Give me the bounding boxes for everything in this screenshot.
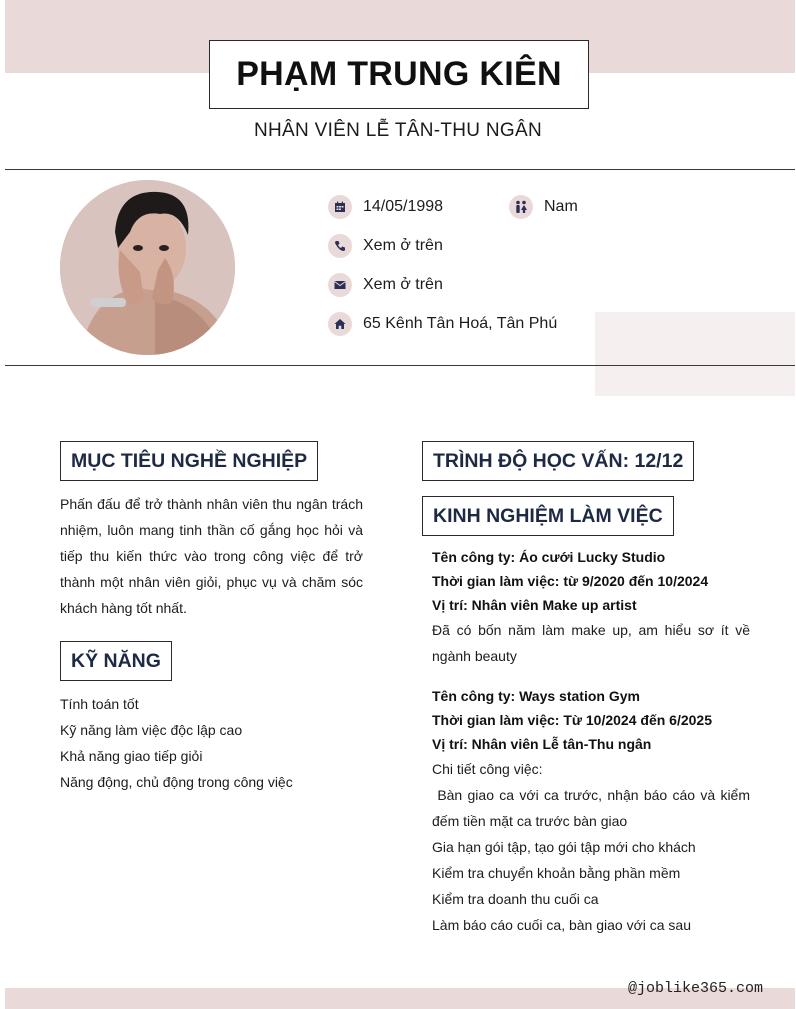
job-position: Vị trí: Nhân viên Make up artist <box>432 597 637 613</box>
job-period: Thời gian làm việc: Từ 10/2024 đến 6/2025 <box>432 712 712 728</box>
job-entry <box>432 684 754 938</box>
job-detail: Gia hạn gói tập, tạo gói tập mới cho khách <box>432 839 696 855</box>
email-value: Xem ở trên <box>363 276 443 293</box>
gender-icon <box>509 195 533 219</box>
job-detail: Kiểm tra doanh thu cuối ca <box>432 891 599 907</box>
decorative-block <box>595 312 795 396</box>
job-detail: Bàn giao ca với ca trước, nhận báo cáo và kiểm đếm tiền mặt ca trước bàn giao <box>432 787 754 829</box>
watermark: @joblike365.com <box>628 980 764 997</box>
job-detail: Đã có bốn năm làm make up, am hiểu sơ ít về ngành beauty <box>432 622 750 664</box>
home-icon <box>328 312 352 336</box>
job-company: Tên công ty: Áo cưới Lucky Studio <box>432 549 666 565</box>
skill-item: Khả năng giao tiếp giỏi <box>60 748 203 764</box>
birthday-value: 14/05/1998 <box>363 198 444 215</box>
divider-top <box>5 169 795 170</box>
candidate-name: PHẠM TRUNG KIÊN <box>236 55 562 93</box>
skill-item: Kỹ năng làm việc độc lập cao <box>60 722 243 738</box>
gender-value: Nam <box>544 198 578 215</box>
portrait-illustration <box>60 180 235 355</box>
job-detail: Làm báo cáo cuối ca, bàn giao với ca sau <box>432 917 692 933</box>
email-row <box>328 273 443 297</box>
experience-heading: KINH NGHIỆM LÀM VIỆC <box>422 496 674 536</box>
skill-item: Năng động, chủ động trong công việc <box>60 774 293 790</box>
job-period: Thời gian làm việc: từ 9/2020 đến 10/2024 <box>432 573 709 589</box>
divider-bottom <box>5 365 795 366</box>
gender-row <box>509 195 578 219</box>
objective-text: Phấn đấu để trở thành nhân viên thu ngân trách nhiệm, luôn mang tinh thần cố gắng học hỏi và tiếp thu kiến thức vào trong công việc để trở thành một nhân viên giỏi, phục vụ và chăm sóc khách hàng tốt nhất. <box>60 496 363 616</box>
job-detail: Kiểm tra chuyển khoản bằng phần mềm <box>432 865 681 881</box>
phone-icon <box>328 234 352 258</box>
avatar <box>60 180 235 355</box>
job-entry <box>432 545 750 669</box>
mail-icon <box>328 273 352 297</box>
job-title: NHÂN VIÊN LỄ TÂN-THU NGÂN <box>254 120 542 141</box>
address-row <box>328 312 557 336</box>
objective-heading: MỤC TIÊU NGHỀ NGHIỆP <box>60 441 318 481</box>
calendar-icon <box>328 195 352 219</box>
skills-heading: KỸ NĂNG <box>60 641 172 681</box>
job-company: Tên công ty: Ways station Gym <box>432 688 640 704</box>
education-heading: TRÌNH ĐỘ HỌC VẤN: 12/12 <box>422 441 694 481</box>
birthday-row <box>328 195 443 219</box>
job-detail: Chi tiết công việc: <box>432 761 543 777</box>
job-position: Vị trí: Nhân viên Lễ tân-Thu ngân <box>432 736 652 752</box>
phone-value: Xem ở trên <box>363 237 443 254</box>
name-box <box>209 40 589 109</box>
skill-item: Tính toán tốt <box>60 696 139 712</box>
address-value: 65 Kênh Tân Hoá, Tân Phú <box>363 315 558 332</box>
phone-row <box>328 234 443 258</box>
skills-list <box>60 691 293 795</box>
